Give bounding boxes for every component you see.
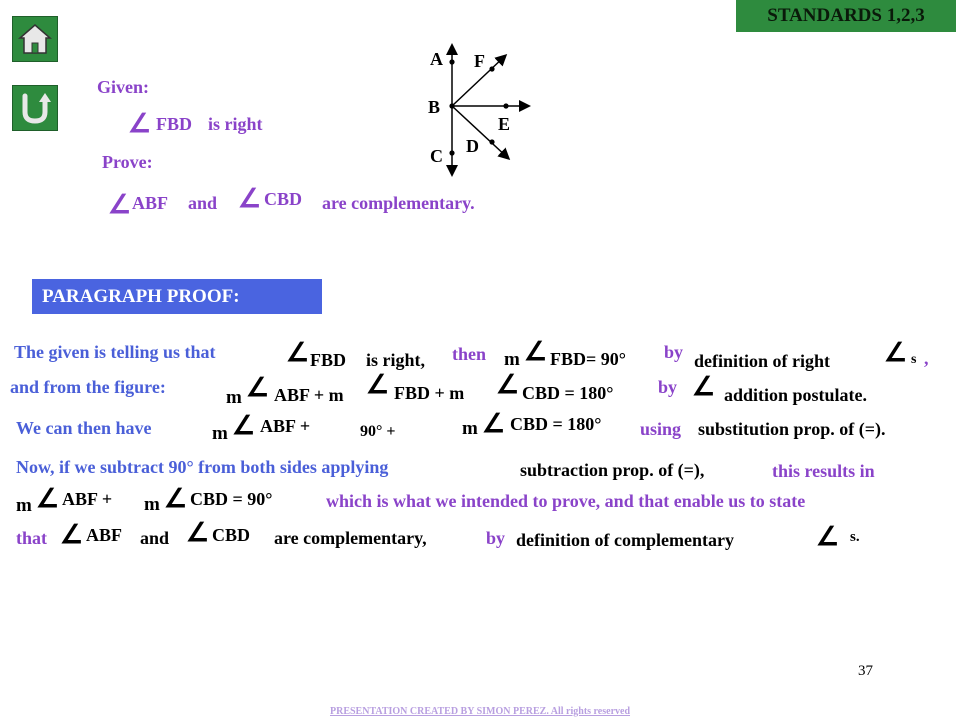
line1-by: by: [664, 342, 684, 362]
return-icon: [17, 90, 53, 126]
label-C: C: [430, 146, 443, 166]
home-button[interactable]: [12, 16, 58, 62]
angle-icon: ∠: [108, 190, 132, 219]
given-text: is right: [208, 114, 263, 134]
line6-by: by: [486, 528, 506, 548]
prove-and: and: [188, 193, 218, 213]
angle-icon: ∠: [246, 373, 270, 402]
line3-using: using: [640, 419, 682, 439]
line2-t3: CBD = 180°: [522, 383, 614, 403]
line6-are: are complementary,: [274, 528, 427, 548]
angle-icon: ∠: [816, 522, 840, 551]
angle-icon: ∠: [366, 370, 390, 399]
angle-icon: ∠: [496, 370, 520, 399]
angle-icon: ∠: [482, 409, 506, 438]
m-symbol: m: [504, 349, 520, 370]
line1-s: s: [911, 352, 917, 367]
label-A: A: [430, 49, 443, 69]
angle-icon: ∠: [232, 411, 256, 440]
point-C: [449, 150, 454, 155]
line1-comma: ,: [924, 348, 929, 368]
line3-t3: CBD = 180°: [510, 414, 602, 434]
prove-text: are complementary.: [322, 193, 475, 213]
line6-a2: CBD: [212, 525, 251, 545]
point-F: [489, 66, 494, 71]
m-symbol: m: [16, 495, 32, 516]
footer-credit[interactable]: PRESENTATION CREATED BY SIMON PEREZ. All rights reserved: [329, 706, 631, 717]
point-B: [449, 103, 454, 108]
paragraph-proof-label: PARAGRAPH PROOF:: [32, 279, 322, 314]
prove-angle2: CBD: [264, 189, 303, 209]
point-D: [489, 139, 494, 144]
prove-angle1: ABF: [132, 193, 168, 213]
line2-t2: FBD + m: [394, 383, 465, 403]
given-angle: FBD: [156, 114, 192, 134]
line2-post: addition postulate.: [724, 385, 868, 405]
line6-s: s.: [850, 529, 860, 545]
line6-that: that: [16, 528, 47, 548]
angle-icon: ∠: [524, 337, 548, 366]
prove-label: Prove:: [102, 152, 153, 172]
point-E: [503, 103, 508, 108]
line3-ninety: 90° +: [360, 423, 396, 440]
line6-and: and: [140, 528, 170, 548]
line6-a1: ABF: [86, 525, 122, 545]
label-B: B: [428, 97, 441, 117]
home-icon: [17, 21, 53, 57]
line1-lead: The given is telling us that: [14, 342, 216, 362]
angle-icon: ∠: [128, 109, 152, 138]
angle-icon: ∠: [36, 484, 60, 513]
angle-icon: ∠: [286, 338, 310, 367]
geometry-figure: [400, 40, 540, 190]
return-button[interactable]: [12, 85, 58, 131]
m-symbol: m: [144, 494, 160, 515]
line6-def: definition of complementary: [516, 530, 734, 550]
line4-result: this results in: [772, 461, 875, 481]
label-F: F: [474, 51, 485, 71]
line5-t1: ABF +: [62, 489, 113, 509]
line1-angle: FBD: [310, 350, 346, 370]
line4-lead: Now, if we subtract 90° from both sides applying: [16, 457, 389, 477]
m-symbol: m: [212, 423, 228, 444]
line1-fbd-eq: FBD= 90°: [550, 349, 626, 369]
line3-subst: substitution prop. of (=).: [698, 419, 886, 439]
line5-rest: which is what we intended to prove, and that enable us to state: [326, 491, 806, 511]
angle-icon: ∠: [186, 518, 210, 547]
angle-icon: ∠: [692, 372, 716, 401]
m-symbol: m: [462, 418, 478, 439]
line3-t1: ABF +: [260, 416, 311, 436]
line2-by: by: [658, 377, 678, 397]
line2-t1: ABF + m: [274, 385, 344, 405]
line4-sub: subtraction prop. of (=),: [520, 460, 705, 480]
angle-icon: ∠: [164, 484, 188, 513]
page-number: 37: [858, 663, 873, 679]
given-label: Given:: [97, 77, 149, 97]
label-D: D: [466, 136, 479, 156]
line1-def: definition of right: [694, 351, 831, 371]
line1-mid: is right,: [366, 350, 426, 370]
m-symbol: m: [226, 387, 242, 408]
line1-then: then: [452, 344, 487, 364]
line3-lead: We can then have: [16, 418, 152, 438]
point-A: [449, 59, 454, 64]
angle-icon: ∠: [60, 520, 84, 549]
angle-icon: ∠: [238, 184, 262, 213]
standards-badge: STANDARDS 1,2,3: [736, 0, 956, 32]
line2-lead: and from the figure:: [10, 377, 166, 397]
angle-icon: ∠: [884, 338, 908, 367]
label-E: E: [498, 114, 511, 134]
line5-t2: CBD = 90°: [190, 489, 273, 509]
